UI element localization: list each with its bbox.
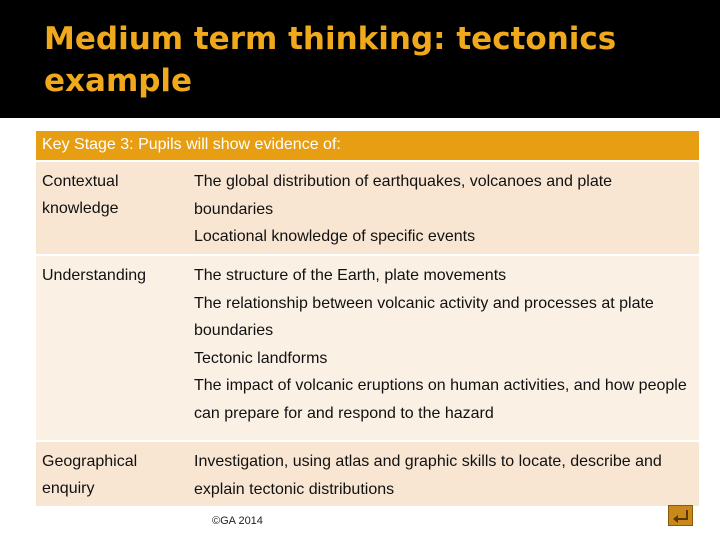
list-item: Tectonic landforms bbox=[194, 349, 328, 367]
return-button[interactable] bbox=[668, 505, 693, 526]
table-row bbox=[36, 255, 699, 441]
table-header: Key Stage 3: Pupils will show evidence of: bbox=[36, 131, 699, 161]
list-item: Locational knowledge of specific events bbox=[194, 228, 476, 245]
evidence-table bbox=[36, 131, 699, 506]
row-label-contextual-knowledge: Contextual knowledge bbox=[36, 161, 188, 255]
slide-title: Medium term thinking: tectonics example bbox=[44, 21, 617, 99]
list-item: The impact of volcanic eruptions on human activities, and how people can prepare for and respond to the hazard bbox=[194, 377, 687, 422]
copyright-footer: ©GA 2014 bbox=[212, 515, 263, 527]
row-content bbox=[188, 255, 699, 441]
row-content bbox=[188, 441, 699, 506]
list-item: The structure of the Earth, plate movements bbox=[194, 267, 507, 284]
list-item: The relationship between volcanic activity and processes at plate boundaries bbox=[194, 294, 654, 339]
return-arrow-icon bbox=[672, 508, 690, 523]
table-row bbox=[36, 161, 699, 255]
table-row bbox=[36, 441, 699, 506]
list-item: The global distribution of earthquakes, volcanoes and plate boundaries bbox=[194, 173, 613, 218]
row-label-geographical-enquiry: Geographical enquiry bbox=[36, 441, 188, 506]
row-content bbox=[188, 161, 699, 255]
row-label-understanding: Understanding bbox=[36, 255, 188, 441]
list-item: Investigation, using atlas and graphic skills to locate, describe and explain tectonic distributions bbox=[194, 453, 662, 498]
